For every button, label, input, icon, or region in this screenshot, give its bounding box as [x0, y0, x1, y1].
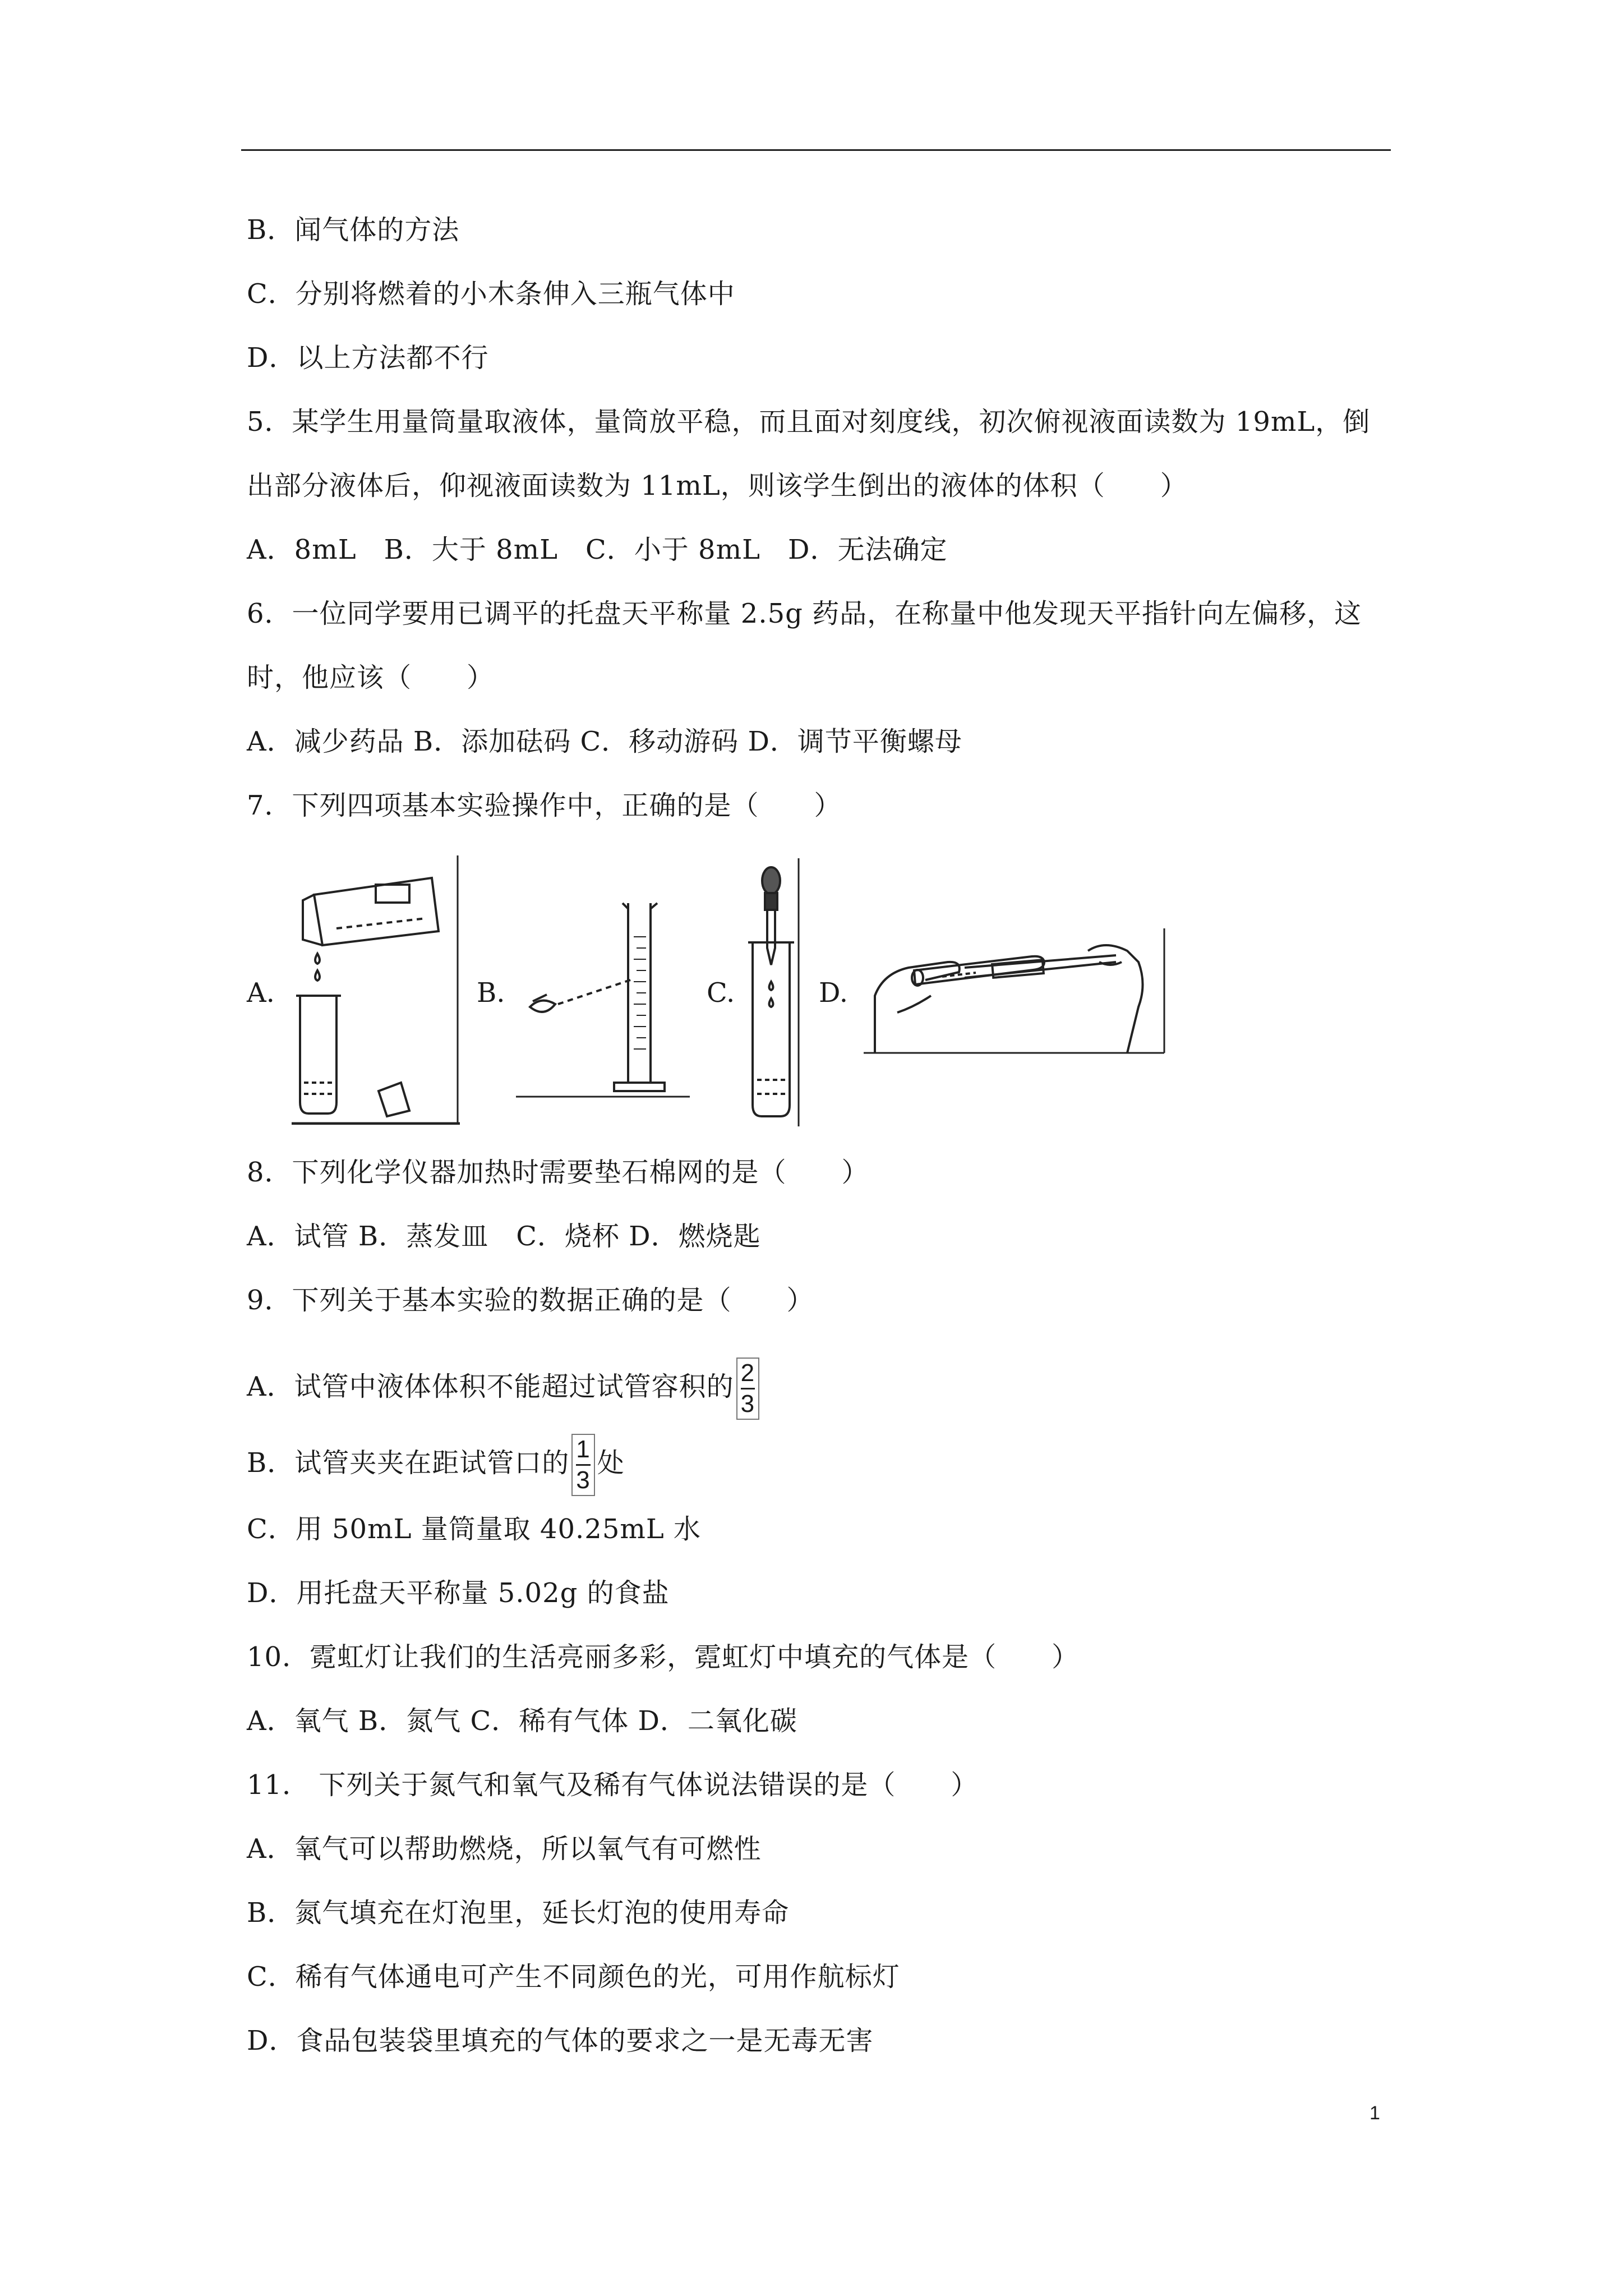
question-11-option-b: B．氮气填充在灯泡里，延长灯泡的使用寿命	[247, 1897, 790, 1929]
question-5-line-1: 5．某学生用量筒量取液体，量筒放平稳，而且面对刻度线，初次俯视液面读数为 19mL，倒	[247, 406, 1371, 438]
page-number: 1	[1370, 2102, 1380, 2124]
question-11-option-c: C．稀有气体通电可产生不同颜色的光，可用作航标灯	[247, 1961, 900, 1993]
question-9-option-b	[247, 1429, 625, 1497]
question-11-option-d: D．食品包装袋里填充的气体的要求之一是无毒无害	[247, 2025, 874, 2056]
question-9-option-a	[247, 1353, 762, 1420]
figure-d-test-tube-holder	[864, 928, 1166, 1055]
question-8: 8．下列化学仪器加热时需要垫石棉网的是（ ）	[247, 1157, 869, 1188]
question-7: 7．下列四项基本实验操作中，正确的是（ ）	[247, 790, 842, 821]
question-9-option-d: D．用托盘天平称量 5.02g 的食盐	[247, 1577, 670, 1609]
fraction-numerator: 2	[741, 1359, 755, 1389]
question-6-line-2: 时，他应该（ ）	[247, 662, 495, 693]
question-11: 11． 下列关于氮气和氧气及稀有气体说法错误的是（ ）	[247, 1769, 979, 1801]
fraction-denominator: 3	[740, 1390, 755, 1418]
figure-a-pouring-liquid	[292, 855, 460, 1125]
fraction-two-thirds	[736, 1358, 759, 1420]
question-5-line-2: 出部分液体后，仰视液面读数为 11mL，则该学生倒出的液体的体积（ ）	[247, 470, 1188, 501]
question-6-options: A．减少药品 B．添加砝码 C．移动游码 D．调节平衡螺母	[247, 726, 962, 757]
question-10: 10．霓虹灯让我们的生活亮丽多彩，霓虹灯中填充的气体是（ ）	[247, 1641, 1080, 1673]
question-11-option-a: A．氧气可以帮助燃烧，所以氧气有可燃性	[247, 1833, 762, 1865]
figure-a-label: A.	[247, 977, 275, 1009]
fraction-denominator: 3	[576, 1466, 591, 1494]
option-c-burning-stick: C．分别将燃着的小木条伸入三瓶气体中	[247, 278, 735, 310]
option-b-tail: 处	[597, 1447, 625, 1479]
fraction-one-third	[571, 1434, 594, 1496]
fraction-numerator: 1	[576, 1435, 590, 1466]
question-10-options: A．氧气 B．氮气 C．稀有气体 D．二氧化碳	[247, 1705, 797, 1737]
option-b-smell-gas: B．闻气体的方法	[247, 214, 460, 246]
question-9-option-c: C．用 50mL 量筒量取 40.25mL 水	[247, 1513, 702, 1545]
header-rule	[241, 149, 1391, 151]
question-6-line-1: 6．一位同学要用已调平的托盘天平称量 2.5g 药品，在称量中他发现天平指针向左偏移，这	[247, 598, 1362, 629]
figure-c-dropper	[740, 858, 802, 1128]
figure-b-label: B.	[477, 977, 505, 1009]
option-b-text: B．试管夹夹在距试管口的	[247, 1447, 570, 1479]
option-d-none: D．以上方法都不行	[247, 342, 489, 374]
question-5-options: A．8mL B．大于 8mL C．小于 8mL D．无法确定	[247, 534, 948, 565]
figure-c-label: C.	[707, 977, 735, 1009]
question-8-options: A．试管 B．蒸发皿 C．烧杯 D．燃烧匙	[247, 1221, 761, 1252]
figure-d-label: D.	[819, 977, 849, 1009]
question-9: 9．下列关于基本实验的数据正确的是（ ）	[247, 1285, 814, 1316]
figure-b-reading-cylinder	[516, 892, 690, 1099]
option-a-text: A．试管中液体体积不能超过试管容积的	[247, 1371, 734, 1402]
